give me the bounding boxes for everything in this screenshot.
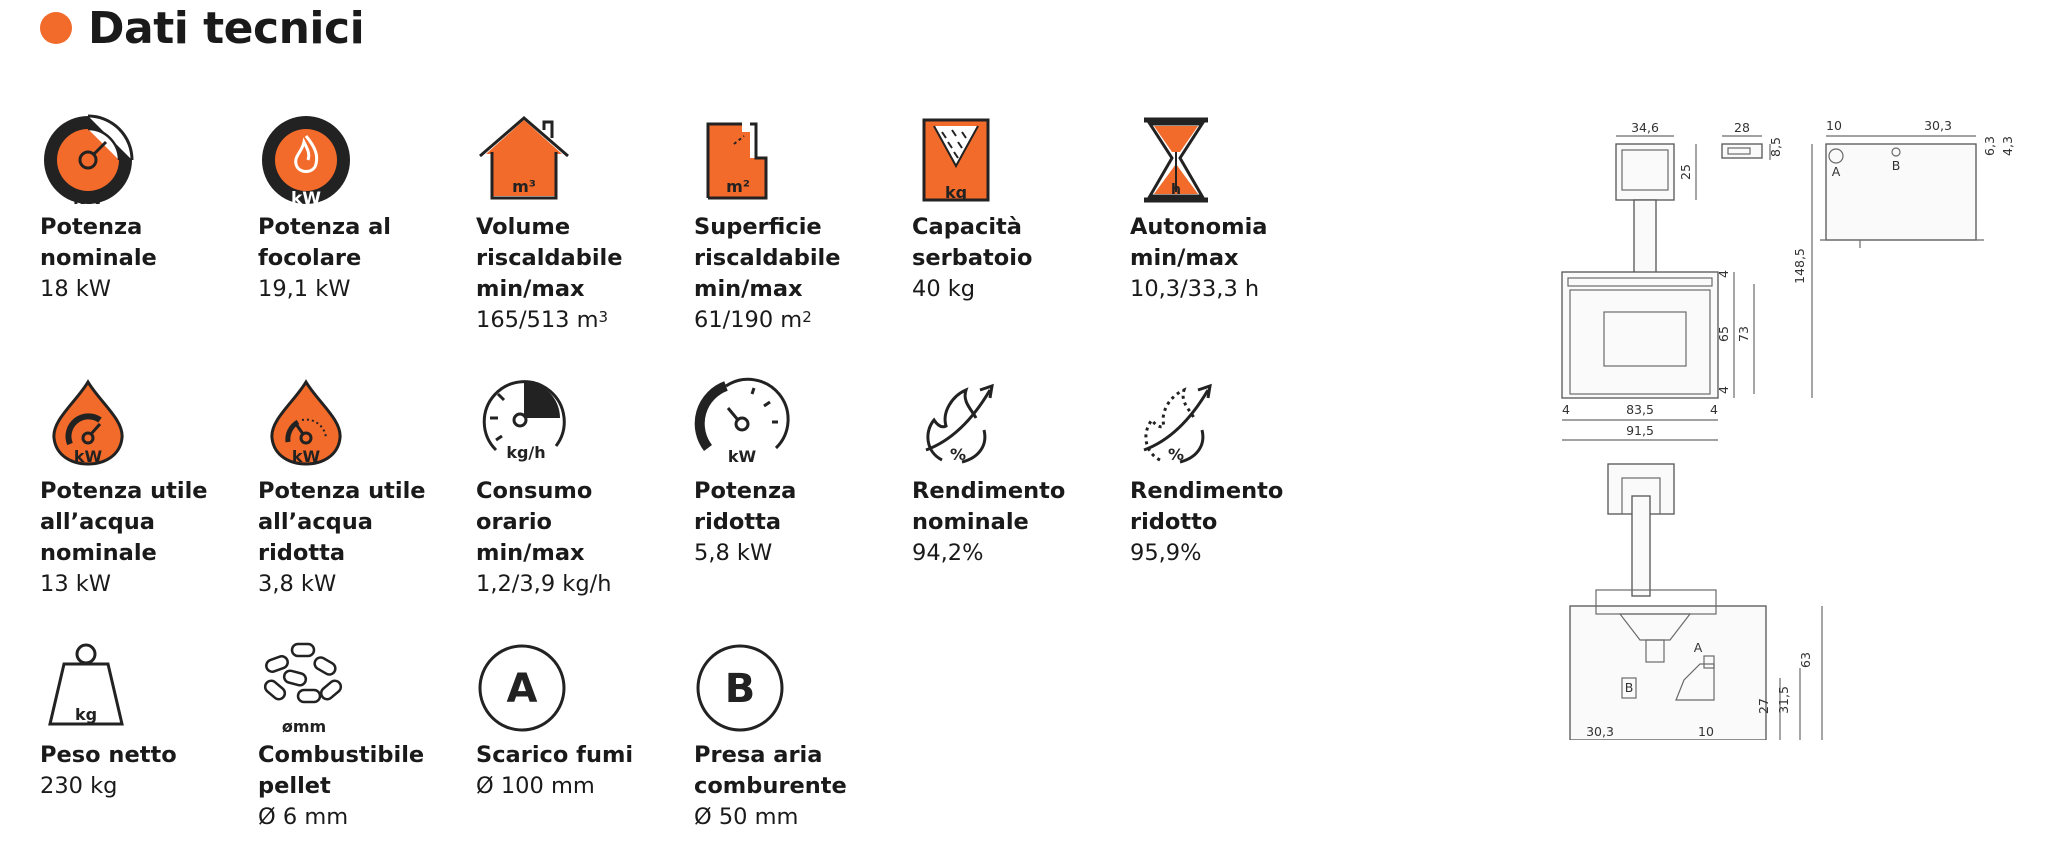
spec-consumo-orario	[476, 376, 686, 597]
spec-value: 230 kg	[40, 773, 118, 799]
dim-top-view-b: 30,3	[1924, 118, 1952, 133]
label-a-rear: A	[1693, 640, 1703, 655]
spec-label: Superficie riscaldabile min/max	[694, 214, 841, 302]
spec-value: 10,3/33,3 h	[1130, 276, 1260, 302]
spec-value: 94,2%	[912, 540, 984, 566]
spec-value: 18 kW	[40, 276, 112, 302]
spec-value: 95,9%	[1130, 540, 1202, 566]
dim-top-view-a: 10	[1826, 118, 1842, 133]
spec-potenza-ridotta	[694, 376, 904, 566]
spec-potenza-acqua-ridotta	[258, 376, 468, 597]
svg-text:m³: m³	[512, 177, 536, 196]
spec-label: Scarico fumi	[476, 742, 634, 768]
dim-front-top-width: 34,6	[1631, 120, 1659, 135]
spec-potenza-nominale	[40, 112, 250, 302]
svg-text:h: h	[1171, 182, 1181, 198]
spec-label: Capacità serbatoio	[912, 214, 1033, 271]
pellet-hopper-kg-icon	[912, 112, 1008, 208]
dim-top-view-h1: 6,3	[1982, 136, 1997, 156]
spec-value: 19,1 kW	[258, 276, 351, 302]
spec-value: 1,2/3,9 kg/h	[476, 571, 612, 597]
spec-value: 40 kg	[912, 276, 976, 302]
svg-text:ømm: ømm	[281, 717, 327, 736]
weight-icon	[40, 640, 136, 736]
spec-value: Ø 6 mm	[258, 804, 349, 830]
svg-text:%: %	[1167, 445, 1185, 464]
spec-superficie-riscaldabile	[694, 112, 904, 333]
dim-inner-width: 83,5	[1626, 402, 1654, 417]
technical-drawing	[1500, 100, 2020, 740]
dim-cap-width: 28	[1734, 120, 1750, 135]
svg-text:kg: kg	[74, 705, 98, 724]
spec-volume-riscaldabile	[476, 112, 686, 333]
spec-value: Ø 50 mm	[694, 804, 799, 830]
spec-label: Peso netto	[40, 742, 177, 768]
dim-glass-height: 65	[1716, 326, 1731, 342]
spec-label: Autonomia min/max	[1130, 214, 1268, 271]
water-drop-gauge-reduced-icon	[258, 376, 354, 472]
pellets-icon	[258, 640, 354, 736]
page-title: Dati tecnici	[88, 2, 365, 54]
spec-scarico-fumi	[476, 640, 686, 799]
dim-rear-a: 10	[1698, 724, 1714, 739]
spec-label: Potenza ridotta	[694, 478, 797, 535]
dim-cap-height: 8,5	[1768, 137, 1783, 157]
water-drop-gauge-icon	[40, 376, 136, 472]
spec-value: 3,8 kW	[258, 571, 337, 597]
orange-bullet-icon	[40, 12, 72, 44]
spec-potenza-acqua-nominale	[40, 376, 250, 597]
svg-text:kW: kW	[291, 447, 321, 466]
svg-text:B: B	[724, 666, 756, 712]
spec-label: Rendimento ridotto	[1130, 478, 1284, 535]
dim-frame-top: 4	[1716, 270, 1731, 278]
spec-value: Ø 100 mm	[476, 773, 595, 799]
dim-rear-h1: 27	[1756, 698, 1771, 714]
svg-text:A: A	[506, 666, 538, 712]
label-b: B	[1891, 158, 1901, 173]
spec-rendimento-nominale	[912, 376, 1122, 566]
spec-value: 13 kW	[40, 571, 112, 597]
svg-text:kg: kg	[944, 183, 968, 202]
label-a: A	[1831, 164, 1841, 179]
gauge-kw-icon	[40, 112, 136, 208]
section-header	[40, 2, 364, 54]
letter-b-circle-icon	[694, 640, 790, 736]
svg-text:kW: kW	[727, 447, 757, 466]
dim-rear-b: 30,3	[1586, 724, 1614, 739]
spec-value: 61/190 $m^2$	[694, 307, 812, 333]
spec-presa-aria	[694, 640, 904, 830]
svg-text:kg/h: kg/h	[506, 443, 546, 462]
dim-door-height: 73	[1736, 326, 1751, 342]
spec-value: 5,8 kW	[694, 540, 773, 566]
spec-label: Combustibile pellet	[258, 742, 425, 799]
spec-capacita-serbatoio	[912, 112, 1122, 302]
spec-label: Potenza utile all’acqua nominale	[40, 478, 208, 566]
dim-rear-h3: 63	[1798, 652, 1813, 668]
flame-gauge-kw-icon	[258, 112, 354, 208]
spec-combustibile-pellet	[258, 640, 468, 830]
svg-text:m²: m²	[726, 177, 750, 196]
house-m3-icon	[476, 112, 572, 208]
spec-label: Potenza nominale	[40, 214, 157, 271]
efficiency-reduced-icon	[1130, 376, 1226, 472]
spec-rendimento-ridotto	[1130, 376, 1340, 566]
dim-total-width: 91,5	[1626, 423, 1654, 438]
dim-rear-h2: 31,5	[1776, 686, 1791, 714]
label-b-rear: B	[1624, 680, 1634, 695]
spec-label: Presa aria comburente	[694, 742, 847, 799]
reduced-power-gauge-icon	[694, 376, 790, 472]
hourglass-icon	[1130, 112, 1226, 208]
dim-side-left: 4	[1562, 402, 1570, 417]
svg-text:kW: kW	[290, 189, 322, 208]
dim-side-right: 4	[1710, 402, 1718, 417]
letter-a-circle-icon	[476, 640, 572, 736]
svg-text:kW: kW	[73, 447, 103, 466]
spec-label: Volume riscaldabile min/max	[476, 214, 623, 302]
svg-text:kW: kW	[72, 189, 104, 208]
spec-peso-netto	[40, 640, 250, 799]
svg-text:%: %	[949, 445, 967, 464]
efficiency-flame-icon	[912, 376, 1008, 472]
spec-label: Potenza utile all’acqua ridotta	[258, 478, 426, 566]
consumption-gauge-icon	[476, 376, 572, 472]
spec-label: Consumo orario min/max	[476, 478, 593, 566]
dim-total-height: 148,5	[1792, 248, 1807, 284]
dim-top-box-height: 25	[1678, 164, 1693, 180]
dim-top-view-h2: 4,3	[2000, 136, 2015, 156]
dim-frame-bottom: 4	[1716, 386, 1731, 394]
spec-label: Rendimento nominale	[912, 478, 1066, 535]
floorplan-m2-icon	[694, 112, 790, 208]
spec-autonomia	[1130, 112, 1340, 302]
spec-label: Potenza al focolare	[258, 214, 391, 271]
spec-potenza-focolare	[258, 112, 468, 302]
spec-value: 165/513 $m^3$	[476, 307, 609, 333]
